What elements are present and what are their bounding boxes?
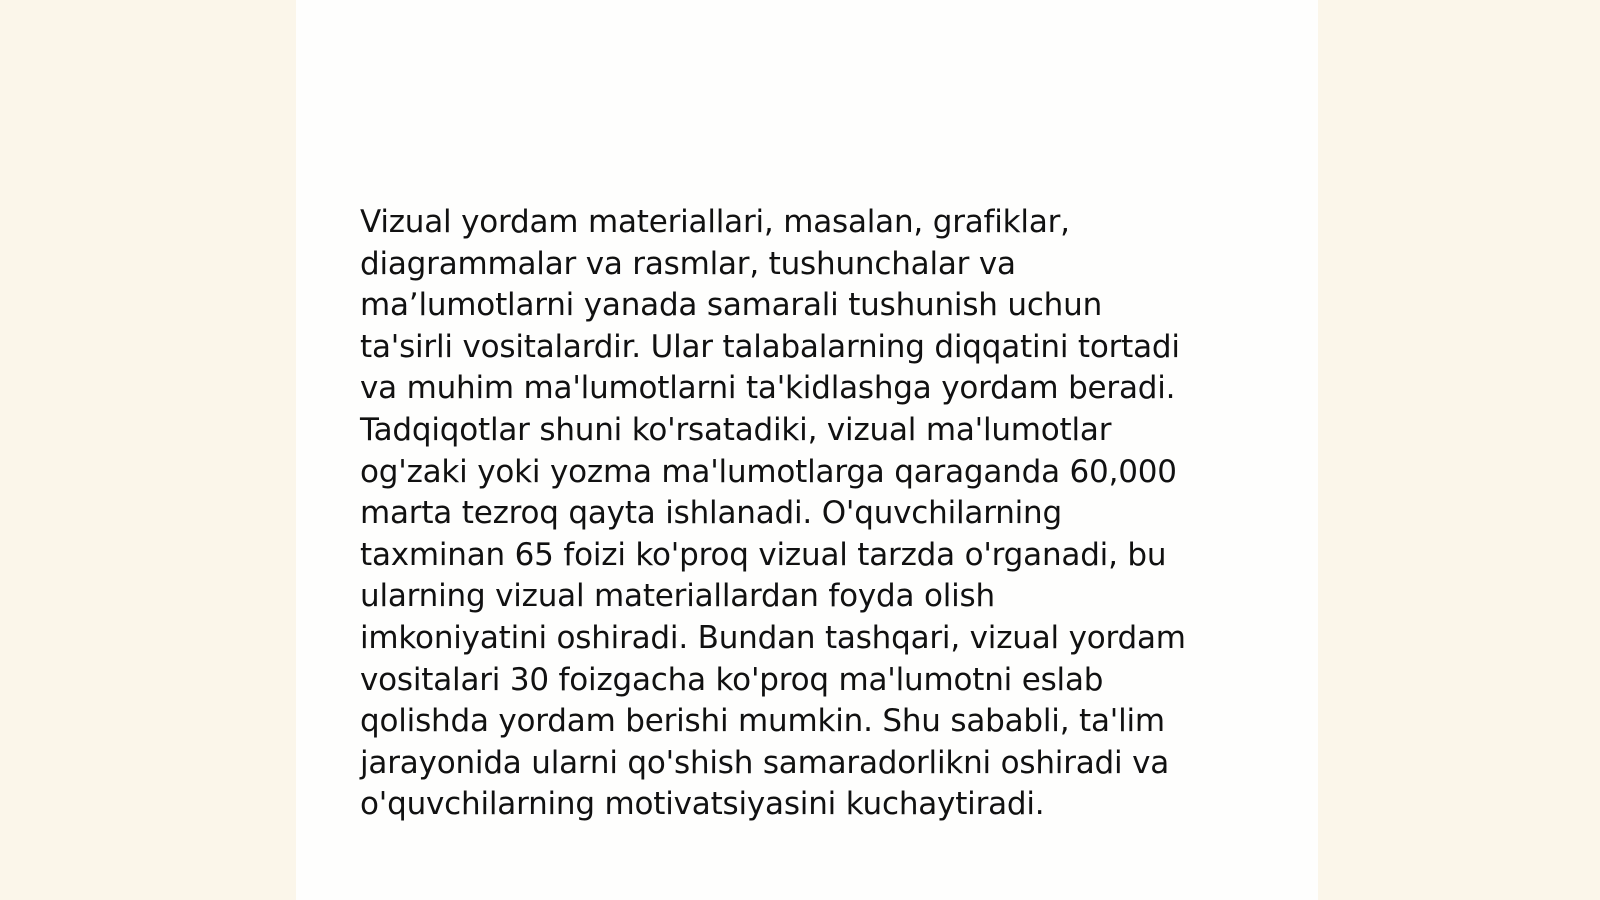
slide-body-text	[360, 202, 1260, 826]
body-line: ta'sirli vositalardir. Ular talabalarning diqqatini tortadi	[360, 328, 1180, 365]
body-line: Tadqiqotlar shuni ko'rsatadiki, vizual ma'lumotlar	[360, 411, 1112, 448]
body-line: ularning vizual materiallardan foyda olish	[360, 578, 995, 615]
body-line: va muhim ma'lumotlarni ta'kidlashga yordam beradi.	[360, 370, 1176, 407]
body-line: og'zaki yoki yozma ma'lumotlarga qaraganda 60,000	[360, 453, 1177, 490]
body-line: taxminan 65 foizi ko'proq vizual tarzda o'rganadi, bu	[360, 536, 1167, 573]
body-line: o'quvchilarning motivatsiyasini kuchaytiradi.	[360, 786, 1045, 823]
body-line: ma’lumotlarni yanada samarali tushunish uchun	[360, 287, 1103, 324]
body-line: vositalari 30 foizgacha ko'proq ma'lumotni eslab	[360, 661, 1104, 698]
body-line: imkoniyatini oshiradi. Bundan tashqari, vizual yordam	[360, 619, 1186, 656]
body-line: jarayonida ularni qo'shish samaradorlikni oshiradi va	[360, 744, 1170, 781]
slide-panel	[296, 0, 1318, 900]
body-line: qolishda yordam berishi mumkin. Shu sababli, ta'lim	[360, 703, 1165, 740]
body-line: diagrammalar va rasmlar, tushunchalar va	[360, 245, 1016, 282]
body-line: marta tezroq qayta ishlanadi. O'quvchilarning	[360, 495, 1062, 532]
body-line: Vizual yordam materiallari, masalan, grafiklar,	[360, 204, 1070, 240]
